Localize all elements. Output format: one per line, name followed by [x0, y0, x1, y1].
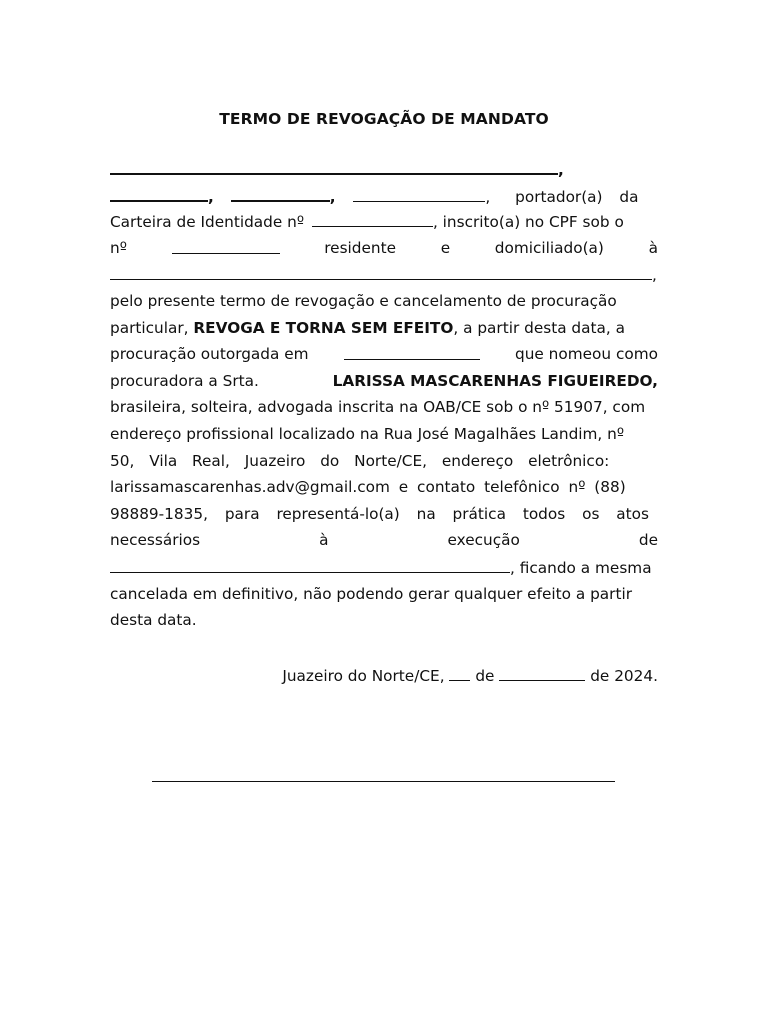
document-title: TERMO DE REVOGAÇÃO DE MANDATO — [219, 110, 549, 128]
inscrito-text: , inscrito(a) no CPF sob o — [432, 213, 624, 232]
text-line — [110, 527, 658, 554]
e-text: e — [440, 238, 451, 257]
month-blank — [499, 666, 585, 681]
no-text: nº — [110, 238, 127, 257]
comma: , — [208, 187, 214, 206]
signature-line — [152, 781, 615, 782]
document-body — [110, 155, 658, 634]
a-crase-text: à — [648, 238, 658, 257]
text-span: que nomeou como — [514, 345, 658, 364]
comma: , — [329, 187, 336, 206]
portador-text: portador(a) — [515, 187, 603, 206]
text-line: 98889-1835, para representá-lo(a) na prática todos os atos — [110, 504, 649, 523]
text-line — [110, 554, 658, 581]
de-text: de — [475, 667, 495, 685]
text-line: pelo presente termo de revogação e cancelamento de procuração — [110, 291, 617, 310]
address-blank — [110, 261, 652, 280]
day-blank — [449, 666, 470, 681]
city-text: Juazeiro do Norte/CE, — [282, 667, 445, 685]
text-span: de — [638, 531, 658, 550]
text-line: larissamascarenhas.adv@gmail.com e contato telefônico nº (88) — [110, 478, 626, 497]
text-span: execução — [447, 531, 520, 550]
attorney-name: LARISSA MASCARENHAS FIGUEIREDO, — [332, 371, 658, 390]
procuracao-date-blank — [344, 341, 480, 360]
name-blank-line — [110, 155, 658, 182]
text-line: endereço profissional localizado na Rua José Magalhães Landim, nº — [110, 424, 625, 443]
address-intro-line — [110, 235, 658, 262]
comma: , — [652, 266, 657, 285]
text-line — [110, 341, 658, 368]
year-text: de 2024. — [590, 667, 658, 685]
text-line: cancelada em definitivo, não podendo gerar qualquer efeito a partir — [110, 584, 632, 603]
da-text: da — [619, 187, 639, 206]
text-span: particular, — [110, 318, 189, 337]
name-blank-comma: , — [558, 161, 564, 179]
text-line: desta data. — [110, 611, 197, 630]
comma: , — [485, 187, 491, 206]
text-span: procuradora a Srta. — [110, 371, 259, 390]
revoga-bold-text: REVOGA E TORNA SEM EFEITO — [193, 318, 454, 337]
text-span: necessários — [110, 531, 201, 550]
name-blank — [110, 155, 558, 175]
address-blank-line — [110, 261, 658, 288]
rg-blank — [312, 208, 433, 227]
nationality-blank — [110, 182, 208, 202]
residente-text: residente — [324, 238, 397, 257]
domiciliado-text: domiciliado(a) — [494, 238, 604, 257]
text-line: 50, Vila Real, Juazeiro do Norte/CE, endereço eletrônico: — [110, 451, 610, 470]
text-span: , a partir desta data, a — [453, 318, 625, 337]
text-line — [110, 368, 658, 395]
cpf-blank — [172, 235, 280, 254]
text-span: procuração outorgada em — [110, 345, 309, 364]
text-line — [110, 315, 658, 342]
text-line: brasileira, solteira, advogada inscrita na OAB/CE sob o nº 51907, com — [110, 398, 646, 417]
text-span: à — [319, 531, 329, 550]
carteira-text: Carteira de Identidade nº — [110, 213, 305, 232]
qualification-line — [110, 182, 658, 209]
execution-blank — [110, 554, 510, 573]
id-line — [110, 208, 658, 235]
marital-status-blank — [231, 182, 330, 202]
profession-blank — [353, 183, 485, 202]
text-span: , ficando a mesma — [510, 558, 652, 577]
date-place-line — [110, 663, 658, 689]
